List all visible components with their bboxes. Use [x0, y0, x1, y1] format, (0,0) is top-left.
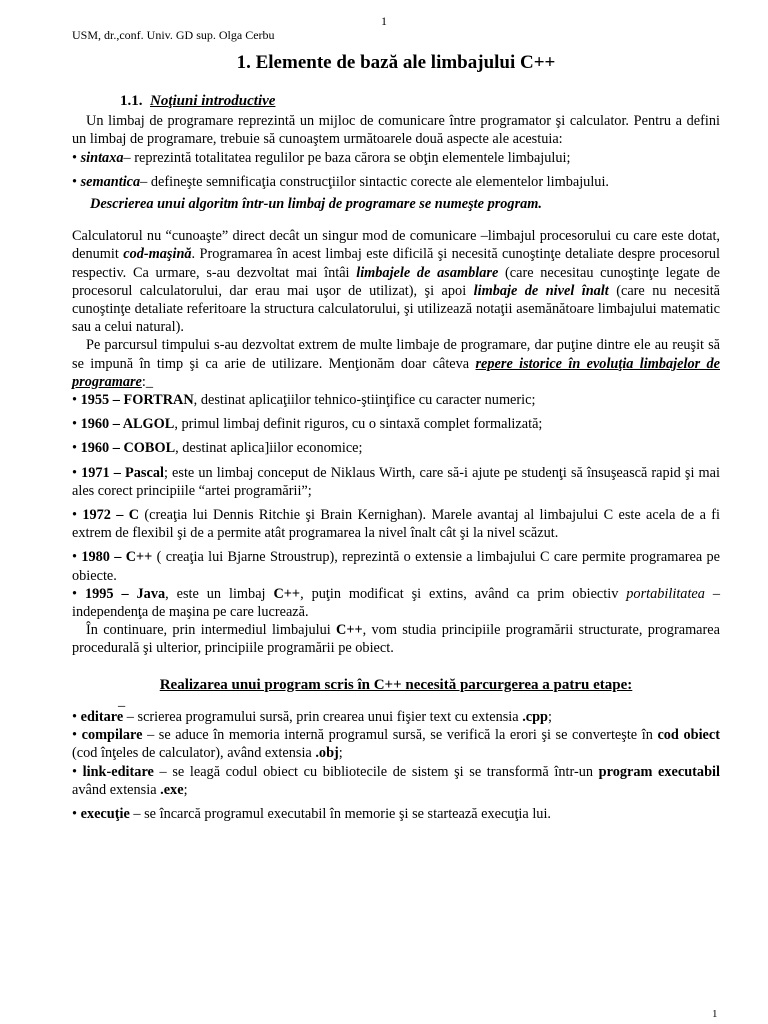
history-text: (creaţia lui Dennis Ritchie şi Brain Kernighan). Marele avantaj al limbajului C este acela de a fi extrem de flexibil şi de a permite atât programarea la nivel înalt cât şi la nivel scăzut. [72, 507, 720, 542]
section-number: 1.1. [120, 93, 143, 109]
history-item: • 1971 – Pascal; este un limbaj conceput de Niklaus Wirth, care să-i ajute pe studenţi să însuşească rapid şi mai ales corect principiile “artei programării”; [72, 464, 720, 499]
history-year: 1971 – Pascal [81, 464, 164, 481]
term-historical-milestones: repere istorice în evoluţia limbajelor de programare [72, 355, 720, 390]
stage-edit: • editare – scrierea programului sursă, prin crearea unui fişier text cu extensia .cpp; [72, 708, 552, 725]
text-run: Calculatorul nu “cunoaşte” direct decât un singur mod de comunicare –limbajul procesorului cu care este dotat, denumit [72, 228, 720, 263]
aspect-semantics-text: – defineşte semnificaţia construcţiilor sintactic corecte ale elementelor limbajului. [140, 173, 610, 190]
history-year: 1960 – COBOL [80, 440, 176, 457]
page-number-bottom: 1 [712, 1008, 718, 1020]
stage-compile: • compilare – se aduce în memoria internă programul sursă, se verifică la erori şi se converteşte în cod obiect (cod înţeles de calculator), având extensia .obj; [72, 727, 720, 762]
page-number-top: 1 [381, 14, 387, 28]
stage-term: compilare [81, 727, 143, 744]
spacer [72, 213, 720, 227]
aspect-syntax [72, 149, 720, 167]
section-title: Noţiuni introductive [150, 93, 276, 109]
history-year: 1995 – Java [84, 585, 166, 602]
extension-obj: .obj [315, 745, 339, 762]
term-executable-program: program executabil [598, 763, 720, 780]
aspect-semantics [72, 173, 720, 191]
term-high-level-languages: limbaje de nivel înalt [473, 282, 609, 299]
history-item: • 1960 – ALGOL, primul limbaj definit riguros, cu o sintaxă complet formalizată; [72, 416, 543, 433]
text-run: Pe parcursul timpului s-au dezvoltat extrem de multe limbaje de programare, dar puţine dintre ele au reuşit să se impună în timp şi ca arie de utilizare. Menţionăm doar câteva [72, 337, 720, 372]
history-year: 1960 – ALGOL [80, 416, 175, 433]
program-definition: Descrierea unui algoritm într-un limbaj de programare se numeşte program. [90, 196, 542, 213]
term-object-code: cod obiect [657, 727, 720, 744]
history-item-java: • 1995 – Java, este un limbaj C++, puţin modificat şi extins, având ca prim obiectiv portabilitatea –independenţa de maşina pe care lucrează. [72, 585, 720, 621]
history-text: , destinat aplica]iilor economice; [175, 440, 363, 457]
paragraph-history-intro [72, 336, 720, 391]
history-year: 1972 – C [82, 507, 140, 524]
text-run: –independenţa de maşina pe care lucrează. [72, 585, 720, 621]
text-run: ; [183, 781, 188, 798]
chapter-title: 1. Elemente de bază ale limbajului C++ [236, 52, 556, 73]
history-text: ; este un limbaj conceput de Niklaus Wirth, care să-i ajute pe studenţi să însuşească rapid şi mai ales corect principiile “artei programării”; [72, 464, 720, 499]
page-content [72, 50, 720, 823]
term-machine-code: cod-maşină [123, 246, 192, 263]
text-run: , vom studia principiile programării structurate, programarea procedurală şi ulterior, principiile programării pe obiect. [72, 622, 720, 657]
history-text: , primul limbaj definit riguros, cu o sintaxă complet formalizată; [174, 416, 543, 433]
text-run: ; [548, 708, 552, 725]
stages-marker: _ [118, 692, 126, 709]
stage-exec: • execuţie – se încarcă programul executabil în memorie şi se startează execuţia lui. [72, 805, 551, 822]
text-run: ; [338, 745, 343, 762]
history-text: , destinat aplicaţiilor tehnico-ştiinţifice cu caracter numeric; [193, 392, 536, 409]
stage-link: • link-editare – se leagă codul obiect cu bibliotecile de sistem şi se transformă într-un program executabil având extensia .exe; [72, 763, 720, 798]
text-run: – se leagă codul obiect cu bibliotecile de sistem şi se transformă într-un [153, 763, 599, 780]
history-item: • 1972 – C (creaţia lui Dennis Ritchie şi Brain Kernighan). Marele avantaj al limbajului C este acela de a fi extrem de flexibil şi de a permite atât programarea la nivel înalt cât şi la nivel scăzut. [72, 507, 720, 542]
history-item: • 1980 – C++ ( creaţia lui Bjarne Stroustrup), reprezintă o extensie a limbajului C care permite programarea pe obiecte. [72, 549, 720, 584]
stage-term: editare [80, 708, 124, 725]
term-cpp: C++ [273, 585, 301, 602]
term-syntax: sintaxa [80, 149, 124, 166]
intro-paragraph: Un limbaj de programare reprezintă un mijloc de comunicare între programator şi calculator. Pentru a defini un limbaj de programare, trebuie să cunoaştem următoarele două aspecte ale acestuia: [72, 113, 720, 148]
text-run: – se aduce în memoria internă programul sursă, se verifică la erori şi se converteşte în [142, 727, 658, 744]
history-year: 1955 – FORTRAN [80, 392, 194, 409]
text-run: , puţin modificat şi extins, având ca prim obiectiv [300, 585, 627, 602]
aspect-syntax-text: – reprezintă totalitatea regulilor pe baza cărora se obţin elementele limbajului; [123, 149, 571, 166]
text-run: având extensia [72, 781, 161, 798]
page-header: USM, dr.,conf. Univ. GD sup. Olga Cerbu [72, 28, 275, 42]
text-run: În continuare, prin intermediul limbajului [86, 622, 337, 639]
paragraph-machine-code [72, 227, 720, 336]
history-item: • 1960 – COBOL, destinat aplica]iilor economice; [72, 440, 363, 457]
extension-exe: .exe [160, 781, 184, 798]
history-item: • 1955 – FORTRAN, destinat aplicaţiilor tehnico-ştiinţifice cu caracter numeric; [72, 392, 536, 409]
history-text: ( creaţia lui Bjarne Stroustrup), reprezintă o extensie a limbajului C care permite programarea pe obiecte. [72, 549, 720, 584]
bullet: • [72, 173, 78, 190]
extension-cpp: .cpp [522, 708, 549, 725]
stage-term: execuţie [80, 805, 130, 822]
text-run: :_ [141, 373, 154, 390]
text-run: – scrierea programului sursă, prin crearea unui fişier text cu extensia [123, 708, 523, 725]
term-cpp: C++ [336, 622, 363, 639]
term-semantics: semantica [80, 173, 141, 190]
history-year: 1980 – C++ [81, 549, 153, 566]
stage-term: link-editare [82, 763, 154, 780]
text-run: (care nu necesită cunoştinţe detaliate referitoare la structura calculatorului, şi utilizează notaţii asemănătoare limbajului matematic sau a celui natural). [72, 282, 721, 336]
paragraph-continuation [72, 621, 720, 657]
text-run: (cod înţeles de calculator), având extensia [72, 745, 316, 762]
text-run: – se încarcă programul executabil în memorie şi se startează execuţia lui. [129, 805, 551, 822]
term-assembly-languages: limbajele de asamblare [356, 264, 499, 281]
term-portability: portabilitatea [626, 585, 705, 602]
text-run: . Programarea în acest limbaj este dificilă şi necesită cunoştinţe detaliate despre procesorul respectiv. Ca urmare, s-au dezvoltat mai întâi [72, 246, 720, 281]
section-heading [120, 92, 720, 110]
text-run: (care necesitau cunoştinţe legate de procesorul calculatorului, dar erau mai uşor de utilizat), şi apoi [72, 264, 720, 299]
stages-heading: Realizarea unui program scris în C++ necesită parcurgerea a patru etape: [159, 676, 633, 693]
text-run: , este un limbaj [165, 585, 274, 602]
bullet: • [72, 149, 78, 166]
